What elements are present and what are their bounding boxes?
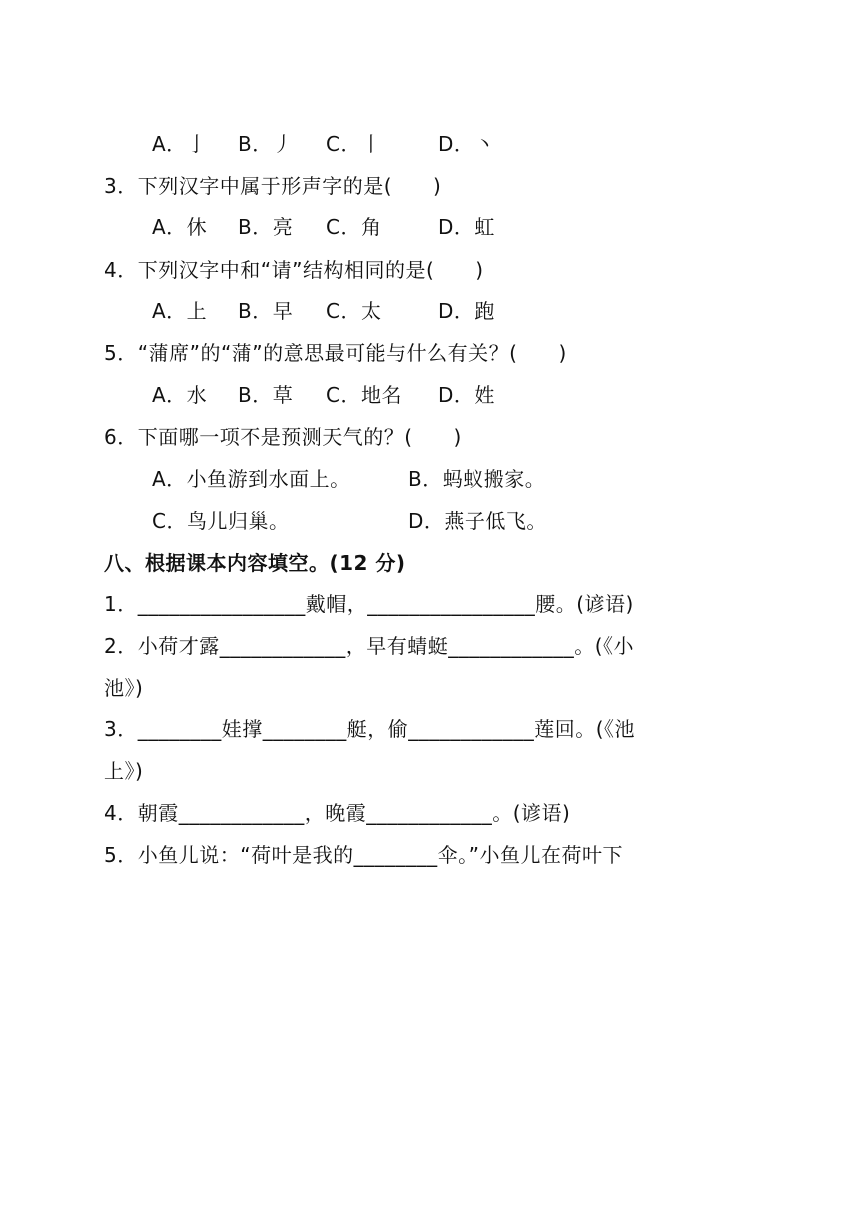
q3-option-a: A．休 <box>152 215 208 239</box>
section-8-title: 八、根据课本内容填空。(12 分) <box>104 551 406 575</box>
q5-option-d: D．姓 <box>438 383 495 407</box>
q2-option-c: C．丨 <box>326 132 382 156</box>
q5-option-c: C．地名 <box>326 383 402 407</box>
q4-option-c: C．太 <box>326 299 382 323</box>
q3-option-c: C．角 <box>326 215 382 239</box>
q3-option-d: D．虹 <box>438 215 495 239</box>
fill-blank-3-cont: 上》) <box>104 759 144 783</box>
q5-stem: 5．“蒲席”的“蒲”的意思最可能与什么有关？( ) <box>104 341 567 365</box>
fill-blank-5: 5．小鱼儿说：“荷叶是我的________伞。”小鱼儿在荷叶下 <box>104 843 623 867</box>
q6-option-a: A．小鱼游到水面上。 <box>152 467 351 491</box>
q5-option-a: A．水 <box>152 383 208 407</box>
q4-option-d: D．跑 <box>438 299 495 323</box>
q4-stem: 4．下列汉字中和“请”结构相同的是( ) <box>104 258 484 282</box>
q4-option-b: B．早 <box>238 299 294 323</box>
q6-stem: 6．下面哪一项不是预测天气的？( ) <box>104 425 462 449</box>
fill-blank-2-cont: 池》) <box>104 676 144 700</box>
q6-option-d: D．燕子低飞。 <box>408 509 547 533</box>
q3-stem: 3．下列汉字中属于形声字的是( ) <box>104 174 442 198</box>
q2-option-b: B．丿 <box>238 132 294 156</box>
fill-blank-1: 1．________________戴帽，________________腰。(谚语) <box>104 592 634 616</box>
fill-blank-4: 4．朝霞____________，晚霞____________。(谚语) <box>104 801 571 825</box>
q6-option-c: C．鸟儿归巢。 <box>152 509 290 533</box>
q2-option-a: A．亅 <box>152 132 208 156</box>
q6-option-b: B．蚂蚁搬家。 <box>408 467 546 491</box>
q2-option-d: D．丶 <box>438 132 495 156</box>
q4-option-a: A．上 <box>152 299 208 323</box>
fill-blank-3: 3．________娃撑________艇，偷____________莲回。(《池 <box>104 717 636 741</box>
q3-option-b: B．亮 <box>238 215 294 239</box>
fill-blank-2: 2．小荷才露____________，早有蜻蜓____________。(《小 <box>104 634 635 658</box>
q5-option-b: B．草 <box>238 383 294 407</box>
